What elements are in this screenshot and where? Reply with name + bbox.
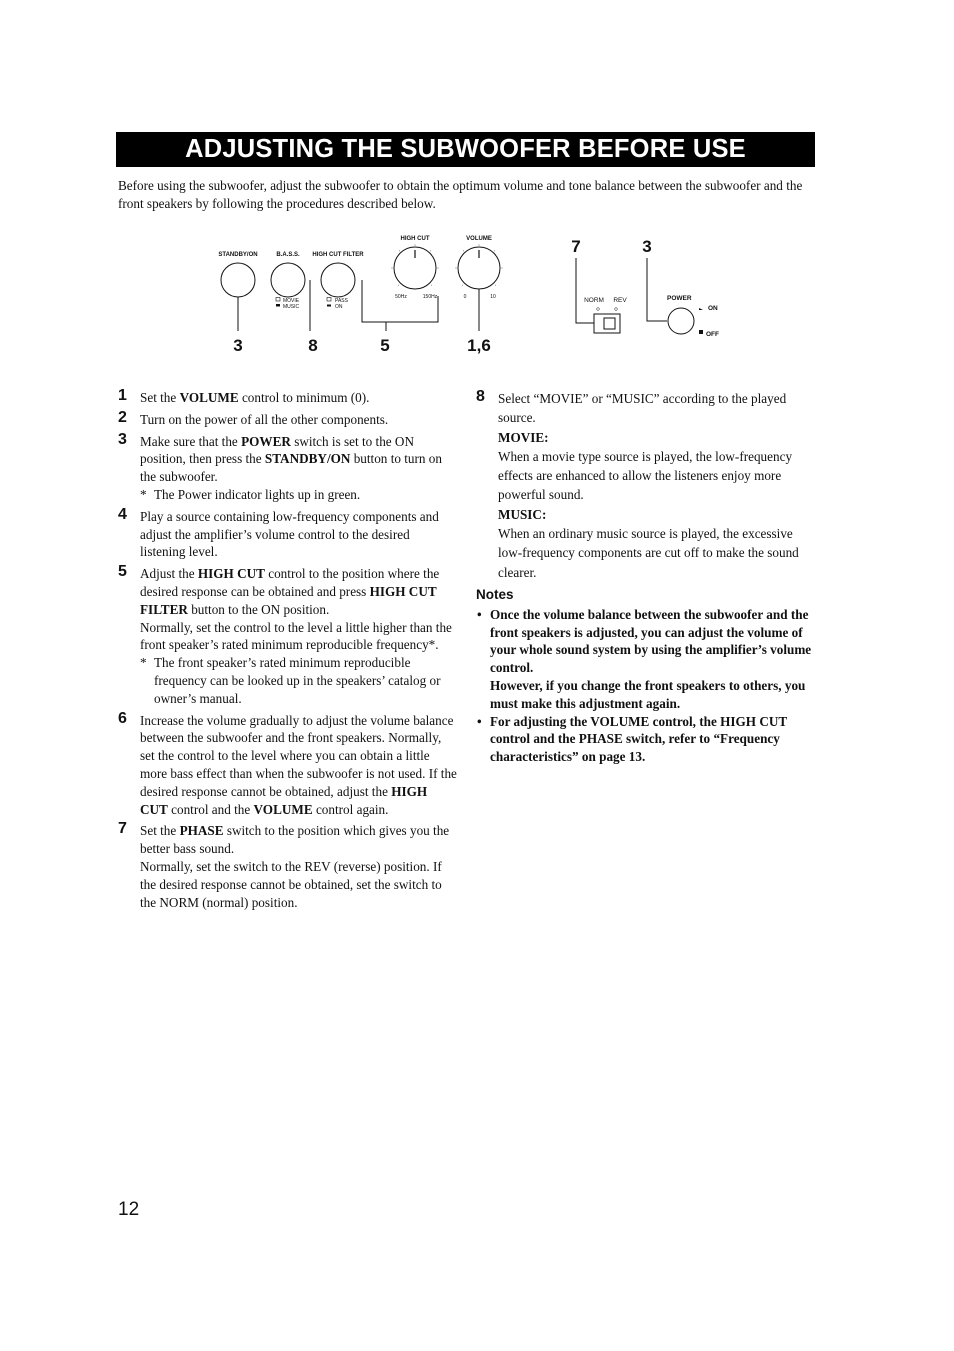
step-number: 6 — [118, 709, 127, 727]
movie-text: When a movie type source is played, the low-frequency effects are enhanced to allow the listeners enjoy more powerful sound. — [498, 448, 793, 503]
music-heading: MUSIC: — [498, 506, 547, 522]
pass-label: PASS — [335, 298, 348, 304]
callout-5: 5 — [380, 336, 390, 355]
power-label: POWER — [667, 295, 692, 302]
note-2: • For adjusting the VOLUME control, the HIGH CUT control and the PHASE switch, refer to “Frequency characteristics” on page 13. — [477, 713, 787, 765]
step-number: 5 — [118, 563, 127, 581]
highcut-min-label: 50Hz — [395, 294, 407, 300]
bass-button — [271, 263, 305, 297]
callout-3-standby: 3 — [233, 336, 243, 355]
step-footnote: * The Power indicator lights up in green. — [140, 486, 361, 502]
highcut-max-label: 150Hz — [422, 294, 438, 300]
step-footnote: * The front speaker’s rated minimum reproducible frequency can be looked up in the speakers’ catalog or owner’s manual. — [140, 655, 441, 706]
rev-label: REV — [613, 297, 627, 304]
note-1: • Once the volume balance between the subwoofer and the front speakers is adjusted, you can adjust the volume of your whole sound system by using the amplifier’s volume control. However, if you change the front speakers to others, you must make this adjustment again. — [477, 606, 812, 711]
highcut-filter-label: HIGH CUT FILTER — [312, 252, 364, 258]
step-extra: Normally, set the switch to the REV (reverse) position. If the desired response cannot be obtained, set the switch to the NORM (normal) position. — [140, 858, 442, 910]
step-8: 8 Select “MOVIE” or “MUSIC” according to the played source. MOVIE: When a movie type source is played, the low-frequency effects are enhanced to allow the listeners enjoy more powerful sound. MUSIC: When an ordinary music source is played, the excessive low-frequency components are cut off to make the sound clearer. — [476, 389, 816, 582]
step-number: 2 — [118, 408, 127, 426]
step-number: 1 — [118, 387, 127, 404]
bass-label: B.A.S.S. — [276, 252, 300, 258]
power-switch — [668, 308, 694, 334]
step-number: 3 — [118, 430, 127, 448]
volume-min-label: 0 — [463, 294, 467, 300]
step-6: 6 Increase the volume gradually to adjust the volume balance between the subwoofer and the front speakers. Normally, set the control to the level where you can obtain a little more bass effect than when the subwoofer is not used. If the desired response cannot be obtained, adjust the HIGH CUT control and the VOLUME control again. — [118, 709, 457, 817]
step-5: 5 Adjust the HIGH CUT control to the position where the desired response can be obtained and press HIGH CUT FILTER button to the ON position. Normally, set the control to the level a little higher than the front speaker’s rated minimum reproducible frequency*. * The front speaker’s rated minimum reproducible frequency can be looked up in the speakers’ catalog or owner’s manual. — [118, 565, 458, 707]
standby-button — [221, 263, 255, 297]
movie-heading: MOVIE: — [498, 429, 549, 445]
filter-on-label: ON — [335, 304, 343, 310]
step-3: 3 Make sure that the POWER switch is set to the ON position, then press the STANDBY/ON button to turn on the subwoofer. * The Power indicator lights up in green. — [118, 433, 458, 504]
step-extra: Normally, set the control to the level a little higher than the front speaker’s rated minimum reproducible frequency*. — [140, 619, 452, 653]
music-label: MUSIC — [283, 304, 300, 310]
highcut-filter-button — [321, 263, 355, 297]
volume-label: VOLUME — [466, 236, 492, 242]
control-panel-diagram — [200, 228, 760, 363]
callout-1-6: 1,6 — [467, 336, 491, 355]
notes-title: Notes — [476, 586, 514, 602]
step-number: 7 — [118, 820, 127, 838]
left-column — [118, 389, 458, 915]
step-1: 1 Set the VOLUME control to minimum (0). — [118, 387, 370, 405]
music-text: When an ordinary music source is played, the excessive low-frequency components are cut off to make the sound clearer. — [498, 526, 799, 580]
page-number: 12 — [118, 1199, 140, 1220]
power-off-label: OFF — [706, 331, 719, 338]
step-number: 4 — [118, 505, 127, 523]
norm-label: NORM — [584, 297, 604, 304]
intro-paragraph: Before using the subwoofer, adjust the subwoofer to obtain the optimum volume and tone balance between the subwoofer and the front speakers by following the procedures described below. — [118, 178, 803, 211]
volume-max-label: 10 — [490, 294, 496, 300]
step-7: 7 Set the PHASE switch to the position which gives you the better bass sound. Normally, set the switch to the REV (reverse) position. If the desired response cannot be obtained, set the switch to the NORM (normal) position. — [118, 822, 458, 911]
power-on-label: ON — [708, 305, 718, 312]
step-2: 2 Turn on the power of all the other components. — [118, 408, 389, 427]
movie-label: MOVIE — [283, 298, 300, 304]
callout-7: 7 — [571, 237, 581, 256]
step-number: 8 — [476, 388, 485, 405]
highcut-label: HIGH CUT — [400, 236, 430, 242]
right-column — [476, 389, 816, 766]
step-4: 4 Play a source containing low-frequency components and adjust the amplifier’s volume control to the desired listening level. — [118, 505, 439, 560]
standby-label: STANDBY/ON — [218, 252, 258, 258]
page-title: ADJUSTING THE SUBWOOFER BEFORE USE — [116, 132, 815, 167]
callout-8: 8 — [308, 336, 318, 355]
callout-3-power: 3 — [642, 237, 652, 256]
